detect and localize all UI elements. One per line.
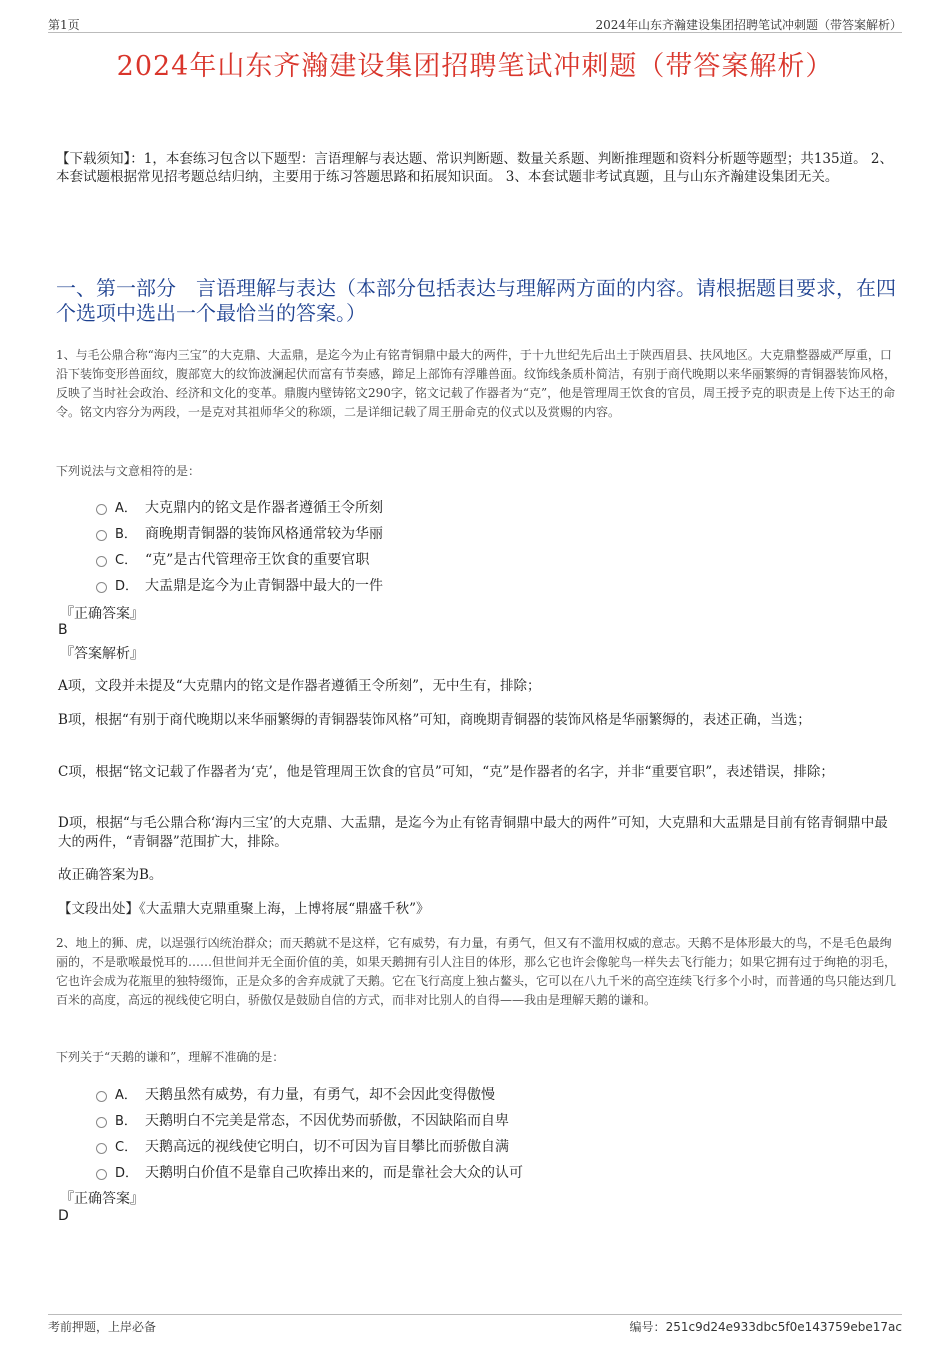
- q2-option-b[interactable]: B． 天鹅明白不完美是常态，不因优势而骄傲，不因缺陷而自卑: [96, 1110, 796, 1136]
- q1-analysis-d: D项，根据“与毛公鼎合称‘海内三宝’的大克鼎、大盂鼎，是迄今为止有铭青铜鼎中最大的两件”可知，大克鼎和大盂鼎是目前有铭青铜鼎中最大的两件，“青铜器”范围扩大，排除。: [58, 815, 888, 850]
- radio-icon[interactable]: [96, 556, 107, 567]
- q1-analysis-b: B项，根据“有别于商代晚期以来华丽繁缛的青铜器装饰风格”可知，商晚期青铜器的装饰风格是华丽繁缛的，表述正确，当选；: [58, 712, 811, 728]
- q1-option-d[interactable]: D． 大盂鼎是迄今为止青铜器中最大的一件: [96, 575, 796, 601]
- download-notice: 【下载须知】：1，本套练习包含以下题型：言语理解与表达题、常识判断题、数量关系题、判断推理题和资料分析题等题型；共135道。 2、本套试题根据常见招考题总结归纳，主要用于练习答题思路和拓展知识面。 3、本套试题非考试真题，且与山东齐瀚建设集团无关。: [56, 151, 893, 185]
- q1-answer: B: [58, 622, 68, 638]
- q2-option-a[interactable]: A． 天鹅虽然有威势，有力量，有勇气，却不会因此变得傲慢: [96, 1084, 796, 1110]
- radio-icon[interactable]: [96, 530, 107, 541]
- section-heading: 一、第一部分 言语理解与表达（本部分包括表达与理解两方面的内容。请根据题目要求，在四个选项中选出一个最恰当的答案。）: [56, 276, 896, 325]
- q1-analysis-label: 『答案解析』: [60, 646, 144, 662]
- q1-option-b[interactable]: B． 商晚期青铜器的装饰风格通常较为华丽: [96, 523, 796, 549]
- radio-icon[interactable]: [96, 1091, 107, 1102]
- q2-option-d[interactable]: D． 天鹅明白价值不是靠自己吹捧出来的，而是靠社会大众的认可: [96, 1162, 796, 1188]
- radio-icon[interactable]: [96, 582, 107, 593]
- q1-source: 【文段出处】《大盂鼎大克鼎重聚上海，上博将展“鼎盛千秋”》: [58, 901, 430, 917]
- radio-icon[interactable]: [96, 1143, 107, 1154]
- q1-option-c[interactable]: C． “克”是古代管理帝王饮食的重要官职: [96, 549, 796, 575]
- q2-answer: D: [58, 1208, 69, 1224]
- footer-code: 编号：251c9d24e933dbc5f0e143759ebe17ac: [629, 1320, 902, 1334]
- question-2-prompt: 下列关于“天鹅的谦和”，理解不准确的是：: [56, 1050, 285, 1064]
- radio-icon[interactable]: [96, 504, 107, 515]
- q1-option-a[interactable]: A． 大克鼎内的铭文是作器者遵循王令所刻: [96, 497, 796, 523]
- header-doc-title: 2024年山东齐瀚建设集团招聘笔试冲刺题（带答案解析）: [595, 18, 902, 32]
- q2-answer-label: 『正确答案』: [60, 1191, 144, 1207]
- q1-conclusion: 故正确答案为B。: [58, 867, 163, 883]
- question-2-text: 2、地上的狮、虎，以逞强行凶统治群众；而天鹅就不是这样，它有威势，有力量，有勇气，但又有不滥用权威的意志。天鹅不是体形最大的鸟，不是毛色最绚丽的，不是歌喉最悦耳的……但世间并无全面价值的美，如果天鹅拥有引人注目的体形，那么它也许会像鸵鸟一样失去飞行能力；如果它拥有过于绚艳的羽毛，它也许会成为花瓶里的独特缀饰，正是众多的舍弃成就了天鹅。它在飞行高度上独占鳌头，它可以在八九千米的高空连续飞行多个小时，而普通的鸟只能达到几百米的高度，高远的视线使它明白，骄傲仅是鼓励自信的方式，而非对比别人的自得——我由是理解天鹅的谦和。: [56, 936, 897, 1007]
- radio-icon[interactable]: [96, 1169, 107, 1180]
- page-header: [48, 14, 902, 33]
- question-2-options: [96, 1084, 796, 1188]
- q1-analysis-a: A项，文段并未提及“大克鼎内的铭文是作器者遵循王令所刻”，无中生有，排除；: [58, 678, 541, 694]
- question-1-prompt: 下列说法与文意相符的是：: [56, 464, 201, 478]
- document-title: 2024年山东齐瀚建设集团招聘笔试冲刺题（带答案解析）: [116, 51, 834, 82]
- question-1-text: 1、与毛公鼎合称“海内三宝”的大克鼎、大盂鼎，是迄今为止有铭青铜鼎中最大的两件，于十九世纪先后出土于陕西眉县、扶风地区。大克鼎整器威严厚重，口沿下装饰变形兽面纹，腹部宽大的纹饰波澜起伏而富有节奏感，蹄足上部饰有浮雕兽面。纹饰线条质朴简洁，有别于商代晚期以来华丽繁缛的青铜器装饰风格，反映了当时社会政治、经济和文化的变革。鼎腹内壁铸铭文290字，铭文记载了作器者为“克”，他是管理周王饮食的官员，周王授予克的职责是上传下达王的命令。铭文内容分为两段，一是克对其祖师华父的称颂，二是详细记载了周王册命克的仪式以及赏赐的内容。: [56, 348, 897, 419]
- question-1-options: [96, 497, 796, 601]
- footer-slogan: 考前押题，上岸必备: [48, 1320, 157, 1334]
- q1-answer-label: 『正确答案』: [60, 606, 144, 622]
- q2-option-c[interactable]: C． 天鹅高远的视线使它明白，切不可因为盲目攀比而骄傲自满: [96, 1136, 796, 1162]
- radio-icon[interactable]: [96, 1117, 107, 1128]
- q1-analysis-c: C项，根据“铭文记载了作器者为‘克’，他是管理周王饮食的官员”可知，“克”是作器者的名字，并非“重要官职”，表述错误，排除；: [58, 764, 834, 780]
- page-footer: [48, 1314, 902, 1335]
- page-number: 第1页: [48, 18, 80, 32]
